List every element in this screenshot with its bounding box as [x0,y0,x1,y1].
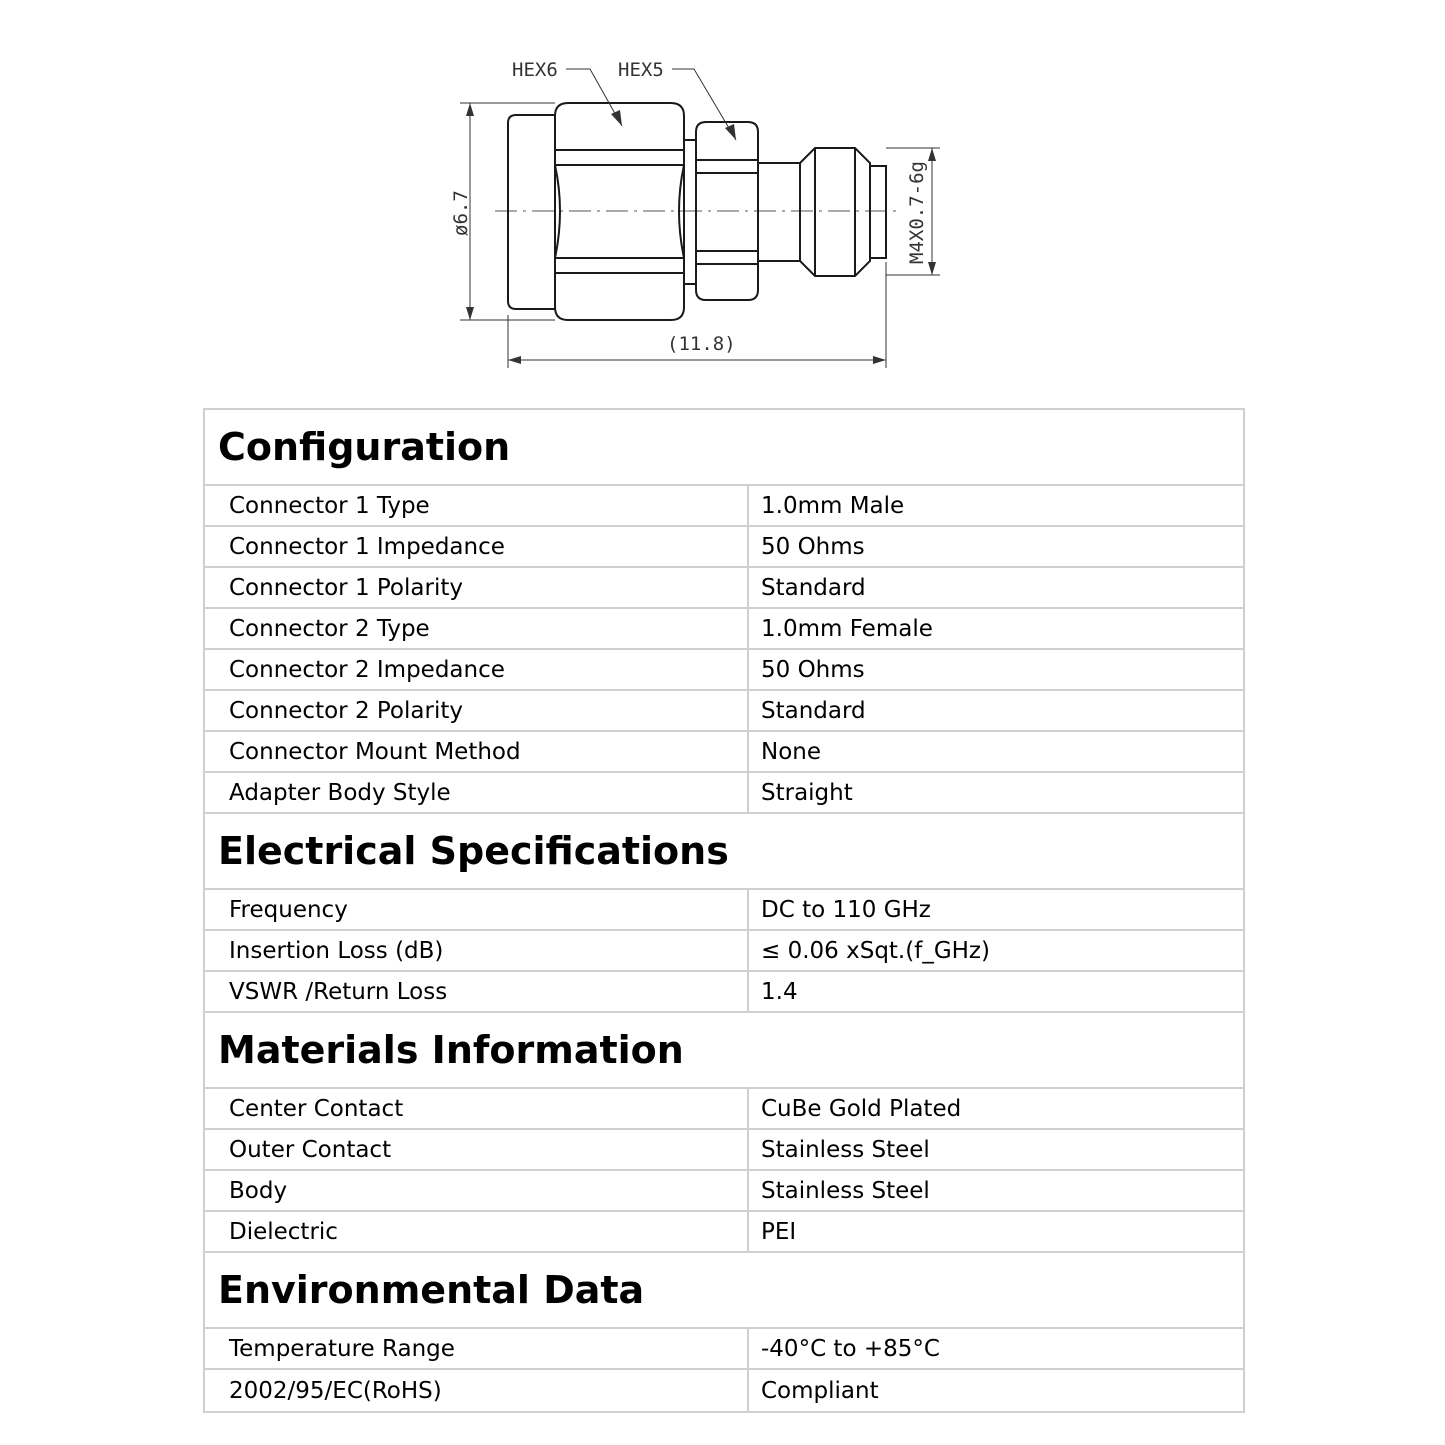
spec-value: -40°C to +85°C [761,1335,940,1362]
table-row [205,1171,1243,1212]
table-row [205,1370,1243,1411]
table-row [205,931,1243,972]
table-row [205,486,1243,527]
table-row [205,691,1243,732]
table-row [205,1329,1243,1370]
hex6-label: HEX6 [512,59,558,81]
spec-value: PEI [761,1218,797,1245]
spec-label: Outer Contact [205,1130,749,1169]
section-title: Materials Information [205,1013,1243,1089]
table-row [205,527,1243,568]
spec-label: Body [205,1171,749,1210]
table-row [205,972,1243,1013]
spec-value: 1.4 [761,978,798,1005]
spec-label: Dielectric [205,1212,749,1251]
spec-label: Connector 2 Impedance [205,650,749,689]
spec-label: 2002/95/EC(RoHS) [205,1370,749,1411]
spec-value: CuBe Gold Plated [761,1095,962,1122]
table-row [205,650,1243,691]
spec-label: Center Contact [205,1089,749,1128]
table-row [205,568,1243,609]
spec-value: Stainless Steel [761,1136,930,1163]
diameter-label: ø6.7 [450,190,472,236]
table-row [205,773,1243,814]
spec-value: DC to 110 GHz [761,896,931,923]
spec-label: VSWR /Return Loss [205,972,749,1011]
table-row [205,890,1243,931]
section-title: Environmental Data [205,1253,1243,1329]
spec-value: 1.0mm Female [761,615,933,642]
spec-value: ≤ 0.06 xSqt.(f_GHz) [761,937,990,964]
spec-value: Standard [761,574,866,601]
spec-label: Insertion Loss (dB) [205,931,749,970]
spec-value: Standard [761,697,866,724]
spec-value: Stainless Steel [761,1177,930,1204]
spec-value: Compliant [761,1377,879,1404]
spec-label: Connector 1 Polarity [205,568,749,607]
spec-label: Temperature Range [205,1329,749,1368]
spec-label: Connector Mount Method [205,732,749,771]
spec-label: Connector 2 Polarity [205,691,749,730]
spec-value: 50 Ohms [761,533,865,560]
spec-value: 1.0mm Male [761,492,905,519]
table-row [205,1089,1243,1130]
table-row [205,609,1243,650]
spec-label: Adapter Body Style [205,773,749,812]
spec-label: Connector 1 Impedance [205,527,749,566]
hex5-label: HEX5 [618,59,664,81]
spec-value: 50 Ohms [761,656,865,683]
spec-label: Connector 2 Type [205,609,749,648]
spec-table [203,408,1245,1413]
table-row [205,732,1243,773]
thread-label: M4X0.7-6g [906,161,928,264]
section-title: Configuration [205,410,1243,486]
table-row [205,1212,1243,1253]
spec-value: None [761,738,822,765]
connector-drawing [0,0,1445,400]
spec-label: Frequency [205,890,749,929]
section-title: Electrical Specifications [205,814,1243,890]
spec-value: Straight [761,779,853,806]
spec-label: Connector 1 Type [205,486,749,525]
table-row [205,1130,1243,1171]
length-label: (11.8) [667,333,736,355]
